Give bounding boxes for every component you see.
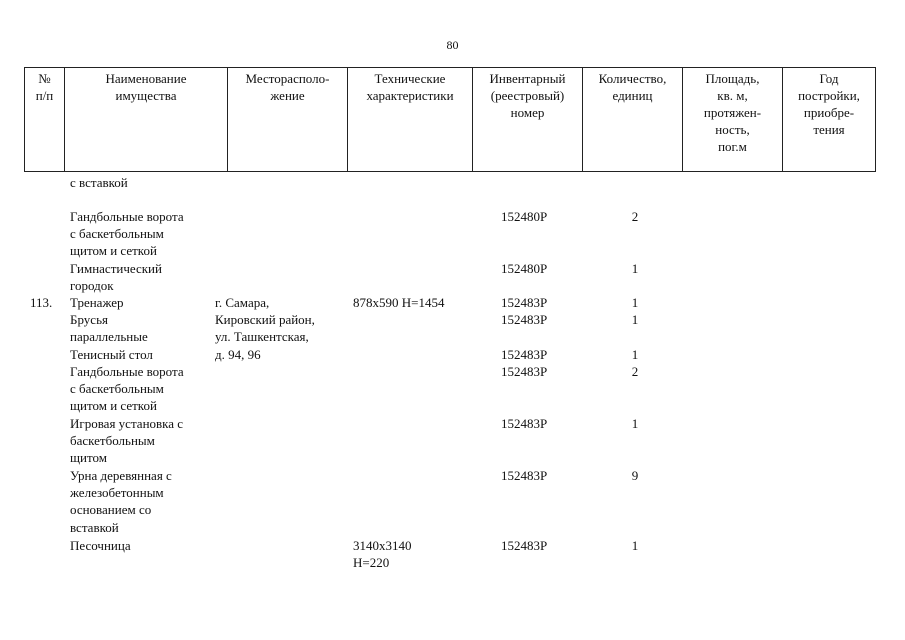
page-number: 80: [446, 38, 459, 52]
row-quantity: 1: [631, 538, 639, 553]
row-name: Песочница: [70, 538, 131, 553]
header-col-number: № п/п: [25, 68, 65, 172]
row-inventory: 152483Р: [501, 364, 548, 379]
row-quantity: 2: [631, 364, 639, 379]
row-name: Брусья параллельные: [70, 312, 148, 345]
row-inventory: 152483Р: [501, 295, 548, 310]
row-inventory: 152483Р: [501, 468, 548, 483]
row-name: Гандбольные ворота с баскетбольным щитом и сеткой: [70, 364, 184, 414]
header-col-location: Месторасполо- жение: [228, 68, 348, 172]
row-quantity: 1: [631, 416, 639, 431]
row-name: Гимнастический городок: [70, 261, 162, 294]
table-header: [24, 67, 876, 172]
row-tech: 3140х3140 Н=220: [353, 538, 412, 571]
header-col-inventory: Инвентарный (реестровый) номер: [473, 68, 583, 172]
row-inventory: 152483Р: [501, 347, 548, 362]
row-name: Игровая установка с баскетбольным щитом: [70, 416, 184, 466]
header-col-quantity: Количество, единиц: [583, 68, 683, 172]
row-quantity: 1: [631, 347, 639, 362]
row-quantity: 2: [631, 209, 639, 224]
row-inventory: 152483Р: [501, 538, 548, 553]
row-inventory: 152480Р: [501, 209, 548, 224]
row-name: с вставкой: [70, 175, 128, 190]
row-quantity: 9: [631, 468, 639, 483]
row-name: Гандбольные ворота с баскетбольным щитом и сеткой: [70, 209, 184, 259]
row-number: 113.: [30, 295, 53, 310]
row-quantity: 1: [631, 261, 639, 276]
row-quantity: 1: [631, 295, 639, 310]
header-col-area: Площадь, кв. м, протяжен- ность, пог.м: [683, 68, 783, 172]
header-col-year: Год постройки, приобре- тения: [783, 68, 876, 172]
row-inventory: 152483Р: [501, 416, 548, 431]
row-quantity: 1: [631, 312, 639, 327]
row-location: г. Самара, Кировский район, ул. Ташкентская, д. 94, 96: [215, 295, 315, 362]
row-tech: 878х590 Н=1454: [353, 295, 445, 310]
row-inventory: 152480Р: [501, 261, 548, 276]
header-col-tech: Технические характеристики: [348, 68, 473, 172]
row-inventory: 152483Р: [501, 312, 548, 327]
row-name: Тенисный стол: [70, 347, 153, 362]
row-name: Тренажер: [70, 295, 124, 310]
row-name: Урна деревянная с железобетонным основанием со вставкой: [70, 468, 172, 535]
header-col-name: Наименование имущества: [65, 68, 228, 172]
